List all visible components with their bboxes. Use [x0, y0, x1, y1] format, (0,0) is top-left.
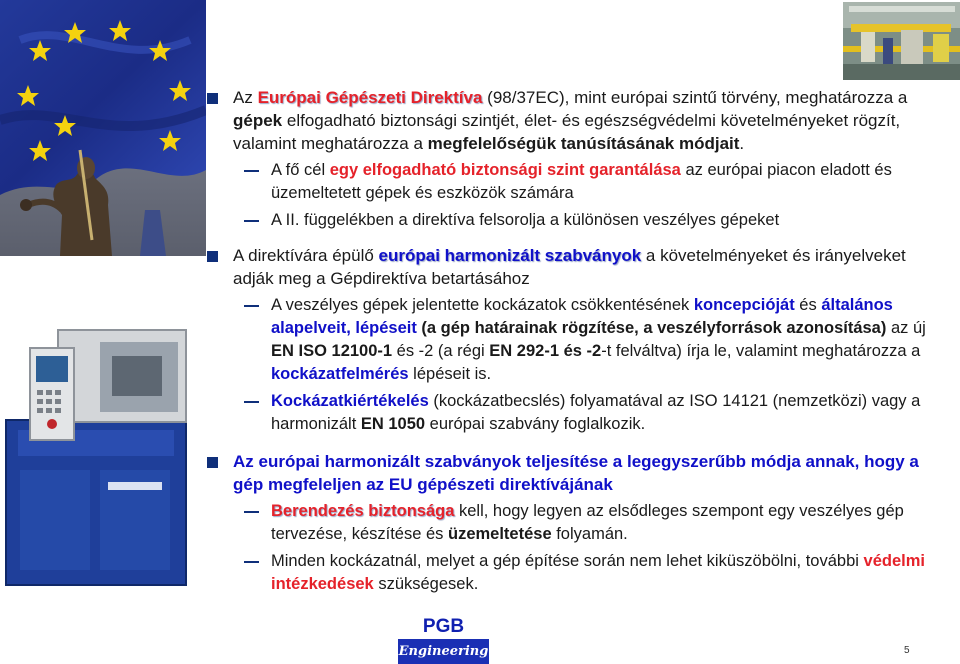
pgb-engineering-logo [398, 613, 489, 664]
bullet-compliance: Az európai harmonizált szabványok teljesítése a legegyszerűbb módja annak, hogy a gép megfeleljen az EU gépészeti direktívájának [200, 450, 940, 496]
dash-bullet-icon [244, 305, 259, 307]
factory-line-photo [843, 2, 960, 80]
page-number: 5 [904, 645, 910, 656]
sub-bullet-protective-measures: Minden kockázatnál, melyet a gép építése során nem lehet kiküszöbölni, további védelmi intézkedések szükségesek. [200, 550, 940, 596]
bullet-machinery-directive: Az Európai Gépészeti Direktíva (98/37EC), mint európai szintű törvény, meghatározza a gépek elfogadható biztonsági szintjét, élet- és egészségvédelmi követelményeket rögzít, valamint meghatározza a megfelelőségük tanúsításának módjait. [200, 86, 940, 155]
slide-content [200, 86, 940, 596]
square-bullet-icon [207, 251, 218, 262]
square-bullet-icon [207, 93, 218, 104]
bullet-harmonized-standards: A direktívára épülő európai harmonizált szabványok a követelményeket és irányelveket adják meg a Gépdirektíva betartásához [200, 244, 940, 290]
square-bullet-icon [207, 457, 218, 468]
logo-top-text: PGB [398, 613, 489, 639]
sub-bullet-risk-concept: A veszélyes gépek jelentette kockázatok csökkentésének koncepcióját és általános alapelveit, lépéseit (a gép határainak rögzítése, a veszélyforrások azonosítása) az új EN ISO 12100-1 és -2 (a régi EN 292-1 és -2-t felváltva) írja le, valamint meghatározza a kockázatfelmérés lépéseit is. [200, 294, 940, 386]
cnc-machine-photo [0, 310, 206, 590]
dash-bullet-icon [244, 170, 259, 172]
eu-flag-statue-photo [0, 0, 206, 256]
sub-bullet-risk-assessment: Kockázatkiértékelés (kockázatbecslés) folyamatával az ISO 14121 (nemzetközi) vagy a harmonizált EN 1050 európai szabvány foglalkozik. [200, 390, 940, 436]
logo-bottom-text: Engineering [398, 639, 489, 664]
sub-bullet-equipment-safety: Berendezés biztonsága kell, hogy legyen az elsődleges szempont egy veszélyes gép tervezése, készítése és üzemeltetése folyamán. [200, 500, 940, 546]
sub-bullet-annex-ii: A II. függelékben a direktíva felsorolja a különösen veszélyes gépeket [200, 209, 940, 232]
dash-bullet-icon [244, 401, 259, 403]
sub-bullet-main-goal: A fő cél egy elfogadható biztonsági szint garantálása az európai piacon eladott és üzemeltetett gépek és eszközök számára [200, 159, 940, 205]
dash-bullet-icon [244, 561, 259, 563]
dash-bullet-icon [244, 220, 259, 222]
dash-bullet-icon [244, 511, 259, 513]
